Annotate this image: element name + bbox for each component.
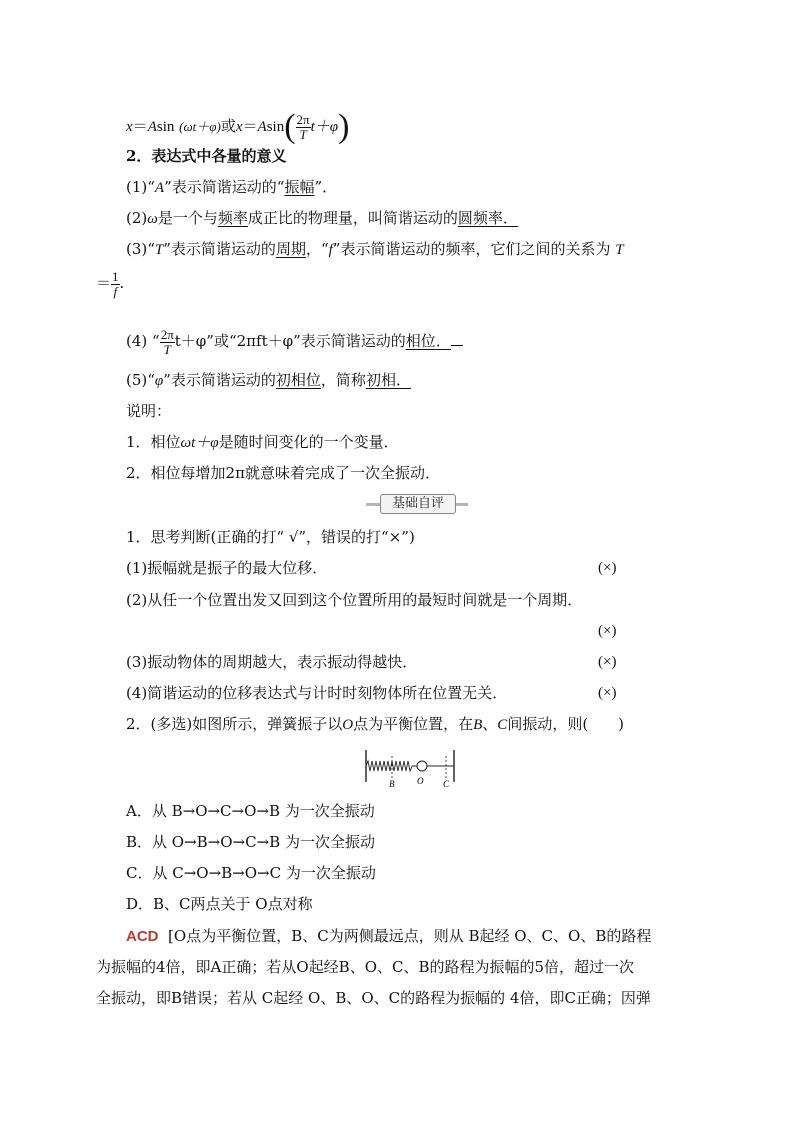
item1-end: ”．: [314, 178, 338, 196]
item3-text-2: ，“: [305, 240, 329, 258]
item3-equals: ＝: [96, 276, 112, 292]
item3-blank-answer: 周期: [275, 240, 306, 258]
judgement-3: (3)振动物体的周期越大，表示振动得越快．: [126, 653, 418, 671]
q2-text-d: 间振动，则( ): [507, 715, 625, 733]
item3-prefix: (3)“: [126, 240, 155, 258]
note1-prefix: 1．相位: [126, 433, 181, 451]
option-C: C．从 C→O→B→O→C 为一次全振动: [126, 864, 376, 882]
item3-text: ”表示简谐运动的: [163, 240, 276, 258]
item4-blank-answer: 相位: [405, 332, 436, 350]
label-C: C: [443, 779, 450, 788]
right-paren: ): [338, 108, 350, 145]
q2-text-c: 、: [482, 715, 498, 733]
answer-line-1: [126, 926, 651, 947]
item1-blank-answer: 振幅: [284, 178, 315, 196]
item1-text: ”表示简谐运动的“: [164, 178, 285, 196]
item2-blank-answer-2: 圆频率: [457, 209, 503, 227]
item3-period: .: [119, 274, 125, 292]
q2-text-b: 点为平衡位置，在: [353, 715, 474, 733]
item3-symbol-f: f: [328, 242, 333, 258]
formula-sin: sin: [156, 119, 175, 135]
answer-key: ACD: [126, 928, 159, 945]
item5-blank-answer-1: 初相位: [275, 371, 321, 389]
item4-denominator: T: [163, 341, 171, 357]
badge-label: 基础自评: [380, 494, 456, 514]
meaning-item-2: [126, 208, 518, 229]
item2-symbol: ω: [147, 211, 158, 227]
item5-prefix: (5)“: [126, 371, 155, 389]
spring: [366, 761, 417, 771]
item4-underline-tail: [451, 330, 463, 346]
self-assessment-badge: [366, 493, 468, 515]
item2-end: ．: [502, 209, 518, 227]
meaning-item-4: [126, 326, 463, 357]
judgement-2-mark: (×): [598, 623, 617, 639]
q2-point-O: O: [342, 717, 354, 733]
item4-end: ．: [435, 332, 451, 350]
item3-text-3: ”表示简谐运动的频率，它们之间的关系为: [332, 240, 611, 258]
left-paren: (: [284, 108, 296, 145]
note1-expression: ωt＋φ: [180, 435, 219, 451]
formula-eq2: ＝: [242, 119, 258, 135]
item4-numerator: 2π: [160, 326, 174, 342]
label-B: B: [389, 779, 395, 788]
item4-fraction: [160, 328, 175, 357]
formula-x: x: [126, 119, 133, 135]
judgement-4-mark: (×): [598, 685, 617, 701]
item5-end: ．: [395, 371, 411, 389]
item1-prefix: (1)“: [126, 178, 155, 196]
q2-text-a: 2．(多选)如图所示，弹簧振子以: [126, 715, 343, 733]
formula-amplitude: A: [147, 119, 157, 135]
item2-text: 是一个与: [157, 209, 218, 227]
note-1: [126, 432, 399, 453]
formula-or: 或: [220, 117, 236, 135]
answer-text-1: [O点为平衡位置，B、C为两侧最远点，则从 B起经 O、C、O、B的路程: [168, 927, 652, 945]
notes-heading: 说明：: [126, 402, 172, 420]
label-O: O: [417, 776, 424, 786]
note1-text: 是随时间变化的一个变量．: [218, 433, 399, 451]
item2-blank-answer-1: 频率: [217, 209, 248, 227]
item3-symbol-T2: T: [615, 242, 624, 258]
question-2-prompt: [126, 714, 624, 735]
item2-text-2: 成正比的物理量，叫简谐运动的: [247, 209, 458, 227]
formula-arg2-tail: t＋φ: [310, 119, 339, 135]
item4-text: t＋φ”或“2πft＋φ”表示简谐运动的: [174, 332, 406, 350]
formula-x2: x: [235, 119, 243, 135]
spring-oscillator-figure: [362, 748, 458, 788]
item3-denominator: f: [113, 283, 118, 299]
item3-relation: [96, 268, 124, 299]
item3-fraction: [111, 270, 120, 299]
formula-eq: ＝: [132, 119, 148, 135]
item5-text-2: ，简称: [320, 371, 366, 389]
oscillator-ball: [417, 761, 427, 771]
judgement-3-mark: (×): [598, 654, 617, 670]
item5-blank-answer-2: 初相: [365, 371, 396, 389]
meaning-item-5: [126, 370, 411, 391]
question-1-prompt: 1．思考判断(正确的打“ √”，错误的打“×”): [126, 528, 415, 546]
q2-point-C: C: [497, 717, 508, 733]
formula-arg: (ωt＋φ): [179, 119, 221, 134]
item5-symbol: φ: [154, 373, 164, 389]
option-A: A．从 B→O→C→O→B 为一次全振动: [126, 802, 375, 820]
fraction-numerator: 2π: [296, 111, 310, 127]
meaning-item-3: [126, 239, 624, 260]
fraction-denominator: T: [299, 126, 307, 142]
judgement-4: (4)简谐运动的位移表达式与计时时刻物体所在位置无关．: [126, 684, 508, 702]
item2-prefix: (2): [126, 209, 148, 227]
answer-line-2: 为振幅的4倍，即A正确；若从O起经B、O、C、B的路程为振幅的5倍，超过一次: [96, 958, 635, 976]
item4-prefix: (4) “: [126, 332, 160, 350]
formula-fraction: [296, 113, 311, 142]
displacement-formula: [126, 110, 349, 144]
note-2: 2．相位每增加2π就意味着完成了一次全振动．: [126, 464, 440, 482]
section-heading: 2．表达式中各量的意义: [126, 147, 287, 165]
formula-sin2: sin: [266, 119, 285, 135]
q2-point-B: B: [473, 717, 483, 733]
judgement-2: (2)从任一个位置出发又回到这个位置所用的最短时间就是一个周期．: [126, 591, 583, 609]
item1-symbol: A: [154, 180, 165, 196]
formula-amplitude2: A: [257, 119, 267, 135]
judgement-1-mark: (×): [598, 560, 617, 576]
option-B: B．从 O→B→O→C→B 为一次全振动: [126, 833, 375, 851]
item3-numerator: 1: [112, 268, 119, 284]
item5-text: ”表示简谐运动的: [163, 371, 276, 389]
item3-symbol-T: T: [154, 242, 164, 258]
meaning-item-1: [126, 177, 337, 198]
option-D: D．B、C两点关于 O点对称: [126, 895, 313, 913]
judgement-1: (1)振幅就是振子的最大位移．: [126, 559, 328, 577]
answer-line-3: 全振动，即B错误；若从 C起经 O、B、O、C的路程为振幅的 4倍，即C正确；因弹: [96, 989, 651, 1007]
